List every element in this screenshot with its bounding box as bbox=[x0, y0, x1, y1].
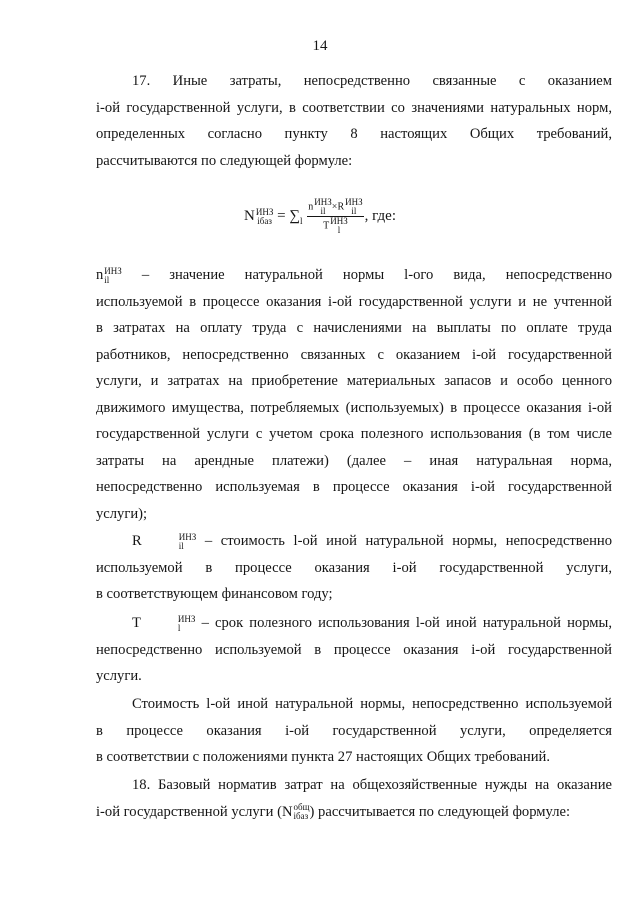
paragraph-line: услуги); bbox=[96, 505, 148, 522]
definition-symbol-sub: il bbox=[178, 540, 184, 551]
formula-suffix: , где: bbox=[364, 207, 396, 224]
formula-sum-sign: ∑ bbox=[289, 207, 301, 224]
formula-t-sup: ИНЗ bbox=[330, 216, 348, 226]
paragraph-line: затраты на арендные платежи) (далее – иная натуральная норма, bbox=[96, 452, 612, 469]
paragraph-line: в затратах на оплату труда с начислениями на выплаты по оплате труда bbox=[96, 320, 612, 336]
definition-symbol-sup: ИНЗ bbox=[177, 613, 196, 624]
formula-t-sub: l bbox=[337, 225, 341, 235]
paragraph-line: Стоимость l-ой иной натуральной нормы, непосредственно используемой bbox=[132, 696, 612, 712]
definition-n bbox=[96, 262, 612, 527]
paragraph-line: рассчитываются по следующей формуле: bbox=[96, 152, 353, 169]
page-number: 14 bbox=[312, 38, 328, 54]
formula-n-sup: ИНЗ bbox=[314, 197, 332, 207]
inline-symbol-indices bbox=[294, 803, 310, 821]
formula-r-sup: ИНЗ bbox=[345, 197, 363, 207]
paragraph-line: 18. Базовый норматив затрат на общехозяйственные нужды на оказание bbox=[132, 777, 612, 793]
paragraph-line: 17. Иные затраты, непосредственно связанные с оказанием bbox=[132, 73, 612, 89]
definition-text: – стоимость l-ой иной натуральной нормы, непосредственно bbox=[196, 533, 612, 549]
formula-denominator bbox=[323, 217, 348, 235]
inline-symbol-sup: общ bbox=[293, 802, 310, 813]
paragraph-18 bbox=[96, 772, 612, 825]
formula-lhs-indices bbox=[256, 208, 274, 226]
paragraph-cost bbox=[96, 691, 612, 771]
paragraph-line: непосредственно используемая в процессе оказания i-ой государственной bbox=[96, 479, 612, 495]
inline-symbol: N bbox=[281, 803, 293, 820]
definition-symbol-sup: ИНЗ bbox=[178, 531, 197, 542]
formula-n-sub: il bbox=[320, 206, 326, 216]
formula-lhs-sub: iбаз bbox=[257, 215, 272, 226]
formula-r-sub: il bbox=[351, 206, 357, 216]
definition-t bbox=[96, 610, 612, 690]
definition-symbol-sup: ИНЗ bbox=[104, 265, 122, 276]
definition-symbol: R bbox=[132, 533, 142, 549]
formula-fraction bbox=[307, 198, 363, 235]
definition-symbol: n bbox=[96, 267, 104, 283]
definition-first-line bbox=[96, 528, 612, 555]
definition-symbol-indices bbox=[143, 533, 197, 551]
paragraph-line: i-ой государственной услуги, в соответствии со значениями натуральных норм, bbox=[96, 99, 612, 116]
paragraph-line: используемой в процессе оказания i-ой государственной услуги, bbox=[96, 559, 612, 576]
paragraph-line bbox=[96, 799, 612, 826]
definition-text: – срок полезного использования l-ой иной натуральной нормы, bbox=[195, 615, 612, 631]
definition-symbol: T bbox=[132, 615, 141, 631]
paragraph-line: работников, непосредственно связанных с оказанием i-ой государственной bbox=[96, 346, 612, 363]
definition-first-line bbox=[96, 262, 612, 289]
formula-lhs-sup: ИНЗ bbox=[255, 206, 274, 217]
paragraph-line: в соответствующем финансовом году; bbox=[96, 586, 333, 602]
paragraph-line: непосредственно используемой в процессе оказания i-ой государственной bbox=[96, 641, 612, 658]
paragraph-line: используемой в процессе оказания i-ой государственной услуги и не учтенной bbox=[96, 293, 612, 310]
definition-symbol-indices bbox=[142, 615, 196, 633]
formula-numerator bbox=[307, 198, 363, 217]
paragraph-line: услуги. bbox=[96, 668, 142, 684]
definition-r bbox=[96, 528, 612, 608]
formula-other-costs bbox=[0, 198, 640, 235]
formula-n: n bbox=[308, 201, 314, 213]
formula-lhs: N bbox=[243, 207, 255, 224]
paragraph-line: в соответствии с положениями пункта 27 настоящих Общих требований. bbox=[96, 749, 550, 765]
formula-sum-index: l bbox=[300, 215, 303, 226]
formula-t: T bbox=[323, 220, 330, 232]
definition-text: – значение натуральной нормы l-ого вида, непосредственно bbox=[121, 267, 612, 283]
definition-symbol-sub: l bbox=[177, 622, 181, 633]
formula-equals: = bbox=[277, 207, 286, 224]
paragraph-line: в процессе оказания i-ой государственной услуги, определяется bbox=[96, 722, 612, 739]
paragraph-line: государственной услуги с учетом срока полезного использования (в том числе bbox=[96, 426, 612, 442]
definition-first-line bbox=[96, 610, 612, 637]
definition-symbol-sub: il bbox=[104, 274, 110, 285]
inline-symbol-sub: iбаз bbox=[293, 811, 309, 822]
paragraph-line: услуги, и затратах на приобретение материальных запасов и особо ценного bbox=[96, 373, 612, 389]
paragraph-line: движимого имущества, потребляемых (используемых) в процессе оказания i-ой bbox=[96, 399, 612, 416]
paragraph-text: ) рассчитывается по следующей формуле: bbox=[309, 803, 571, 820]
definition-symbol-indices bbox=[104, 267, 122, 285]
formula-r: R bbox=[337, 201, 345, 213]
paragraph-text: i-ой государственной услуги ( bbox=[96, 803, 282, 820]
formula-times: × bbox=[331, 201, 338, 213]
paragraph-line: определенных согласно пункту 8 настоящих Общих требований, bbox=[96, 126, 612, 142]
paragraph-17 bbox=[96, 68, 612, 174]
